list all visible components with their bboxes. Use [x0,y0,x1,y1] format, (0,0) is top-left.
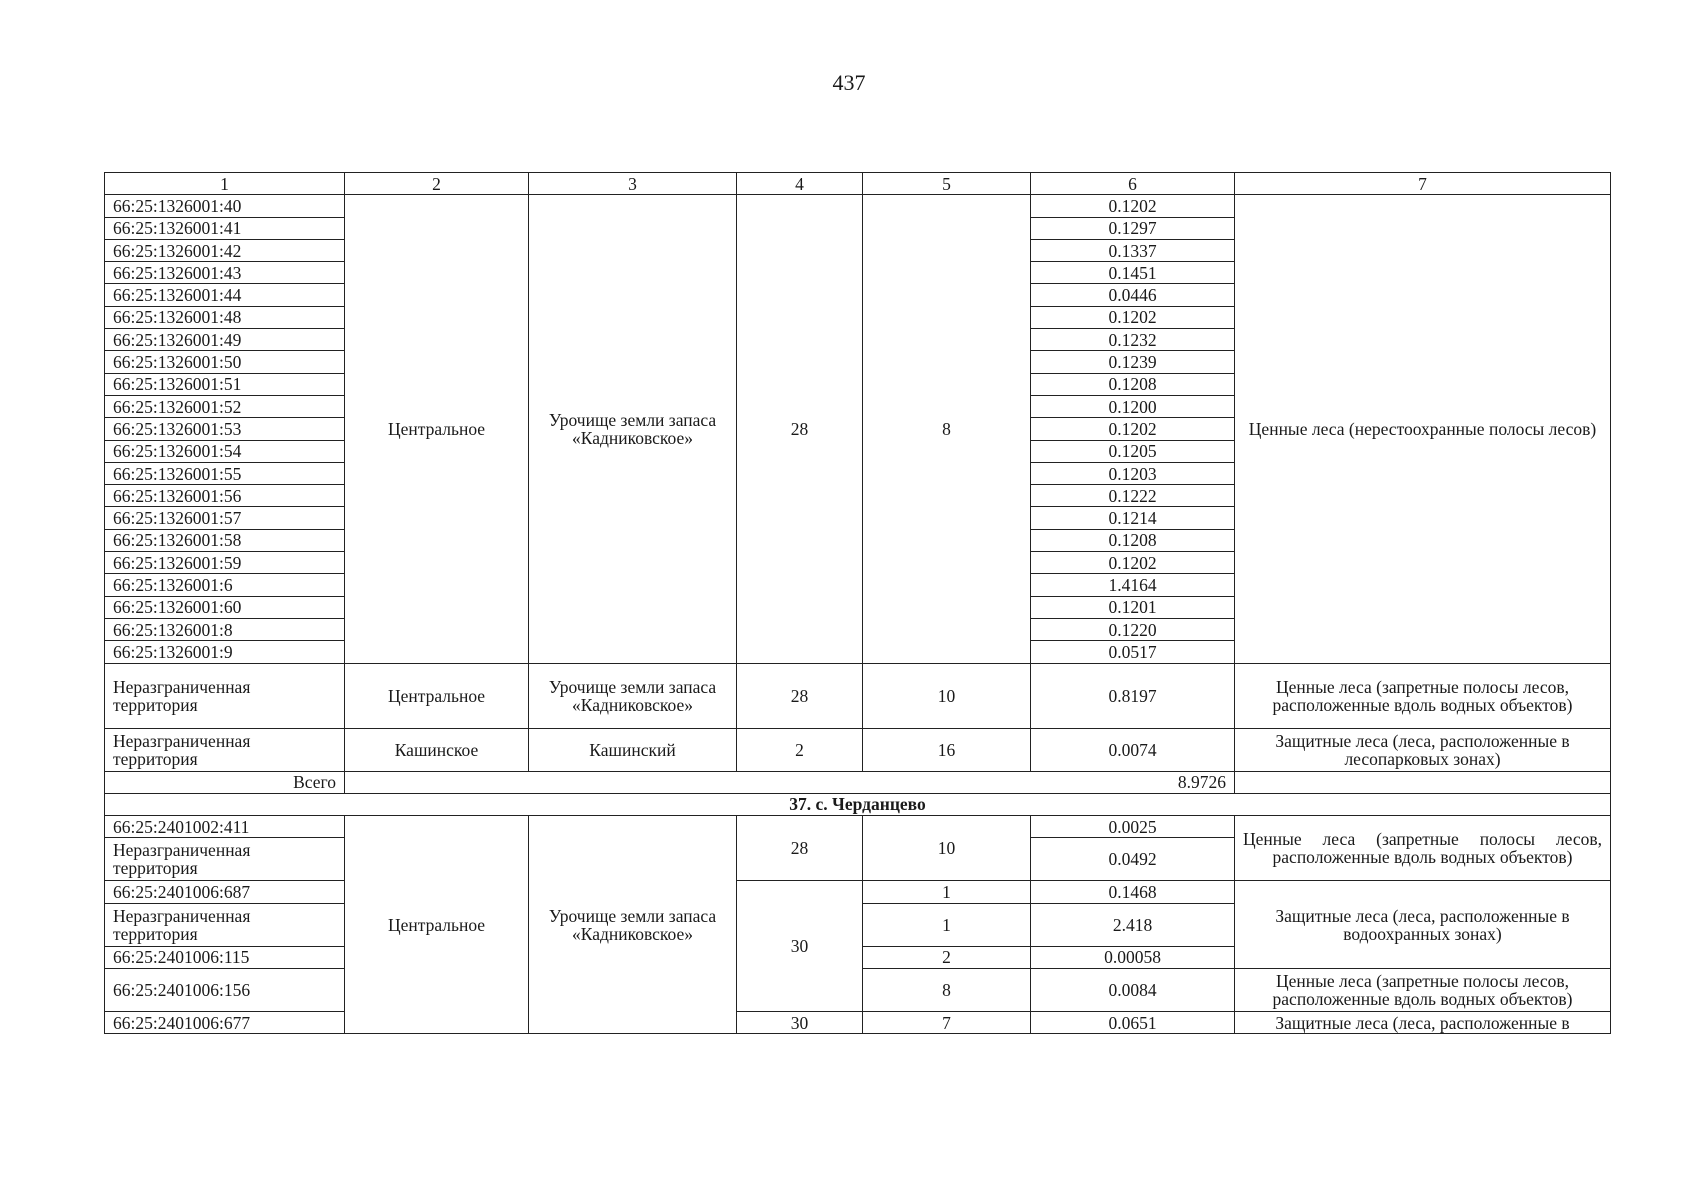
cadastral-number: 66:25:2401002:411 [105,816,345,838]
forest-purpose: Защитные леса (леса, расположенные в лесопарковых зонах) [1235,728,1611,771]
quarter-number: 30 [737,881,863,1012]
empty-cell [1235,771,1611,793]
cadastral-number: 66:25:1326001:43 [105,262,345,284]
area-value: 2.418 [1031,903,1235,946]
area-value: 0.0517 [1031,641,1235,663]
area-value: 0.1468 [1031,881,1235,903]
forest-purpose: Ценные леса (запретные полосы лесов, расположенные вдоль водных объектов) [1235,816,1611,881]
cadastral-number: 66:25:1326001:60 [105,596,345,618]
area-value: 0.00058 [1031,946,1235,968]
quarter-number: 28 [737,663,863,728]
area-value: 0.0025 [1031,816,1235,838]
column-header: 1 [105,173,345,195]
cadastral-number: 66:25:1326001:40 [105,195,345,217]
cadastral-number: 66:25:1326001:53 [105,418,345,440]
quarter-number: 2 [737,728,863,771]
area-value: 0.1205 [1031,440,1235,462]
table-row [105,881,1611,903]
allotment-number: 16 [863,728,1031,771]
table-row [105,663,1611,728]
forest-purpose: Ценные леса (запретные полосы лесов, расположенные вдоль водных объектов) [1235,663,1611,728]
column-header: 4 [737,173,863,195]
area-value: 0.1337 [1031,239,1235,261]
forest-purpose: Ценные леса (запретные полосы лесов, расположенные вдоль водных объектов) [1235,969,1611,1012]
quarter-number: 30 [737,1012,863,1034]
allotment-number: 1 [863,903,1031,946]
cadastral-number: 66:25:2401006:677 [105,1012,345,1034]
area-value: 0.0651 [1031,1012,1235,1034]
area-value: 0.1200 [1031,395,1235,417]
cadastral-number: 66:25:1326001:6 [105,574,345,596]
section-row [105,793,1611,815]
allotment-number: 10 [863,663,1031,728]
column-header: 2 [345,173,529,195]
area-value: 0.1202 [1031,418,1235,440]
cadastral-number: 66:25:2401006:687 [105,881,345,903]
area-value: 0.1239 [1031,351,1235,373]
forest-purpose: Ценные леса (нерестоохранные полосы лесов) [1235,195,1611,663]
cadastral-number: Неразграниченная территория [105,728,345,771]
cadastral-number: 66:25:1326001:52 [105,395,345,417]
cadastral-number: 66:25:1326001:41 [105,217,345,239]
cadastral-number: Неразграниченная территория [105,838,345,881]
area-value: 0.1201 [1031,596,1235,618]
area-value: 0.1214 [1031,507,1235,529]
allotment-number: 1 [863,881,1031,903]
column-header: 3 [529,173,737,195]
tract-name: Урочище земли запаса «Кадниковское» [529,663,737,728]
total-value: 8.9726 [345,771,1235,793]
forestry-zone: Кашинское [345,728,529,771]
section-title: 37. с. Черданцево [105,793,1611,815]
cadastral-number: Неразграниченная территория [105,663,345,728]
table-row [105,728,1611,771]
area-value: 0.1451 [1031,262,1235,284]
table-row [105,1012,1611,1034]
cadastral-number: 66:25:1326001:49 [105,329,345,351]
cadastral-number: 66:25:1326001:51 [105,373,345,395]
cadastral-number: 66:25:1326001:54 [105,440,345,462]
area-value: 0.0446 [1031,284,1235,306]
quarter-number: 28 [737,195,863,663]
forest-purpose: Защитные леса (леса, расположенные в [1235,1012,1611,1034]
area-value: 0.1202 [1031,195,1235,217]
data-table [104,172,1611,1034]
header-row [105,173,1611,195]
cadastral-number: 66:25:1326001:44 [105,284,345,306]
area-value: 0.1222 [1031,485,1235,507]
column-header: 7 [1235,173,1611,195]
cadastral-number: 66:25:2401006:156 [105,969,345,1012]
area-value: 0.1202 [1031,306,1235,328]
total-row [105,771,1611,793]
column-header: 6 [1031,173,1235,195]
cadastral-number: Неразграниченная территория [105,903,345,946]
forest-purpose: Защитные леса (леса, расположенные в водоохранных зонах) [1235,881,1611,969]
area-value: 0.1202 [1031,552,1235,574]
quarter-number: 28 [737,816,863,881]
cadastral-number: 66:25:1326001:42 [105,239,345,261]
forestry-zone: Центральное [345,663,529,728]
table-row [105,195,1611,217]
tract-name: Урочище земли запаса «Кадниковское» [529,195,737,663]
area-value: 0.0074 [1031,728,1235,771]
area-value: 0.1208 [1031,529,1235,551]
total-label: Всего [105,771,345,793]
area-value: 0.1220 [1031,618,1235,640]
area-value: 0.0492 [1031,838,1235,881]
allotment-number: 2 [863,946,1031,968]
area-value: 0.1232 [1031,329,1235,351]
cadastral-number: 66:25:1326001:57 [105,507,345,529]
cadastral-number: 66:25:1326001:8 [105,618,345,640]
area-value: 0.1297 [1031,217,1235,239]
cadastral-number: 66:25:1326001:50 [105,351,345,373]
tract-name: Урочище земли запаса «Кадниковское» [529,816,737,1034]
area-value: 0.8197 [1031,663,1235,728]
area-value: 0.1203 [1031,462,1235,484]
allotment-number: 7 [863,1012,1031,1034]
cadastral-number: 66:25:1326001:58 [105,529,345,551]
cadastral-number: 66:25:2401006:115 [105,946,345,968]
forestry-zone: Центральное [345,195,529,663]
page-number: 437 [832,70,866,95]
column-header: 5 [863,173,1031,195]
cadastral-number: 66:25:1326001:9 [105,641,345,663]
area-value: 0.1208 [1031,373,1235,395]
allotment-number: 8 [863,195,1031,663]
cadastral-number: 66:25:1326001:48 [105,306,345,328]
tract-name: Кашинский [529,728,737,771]
allotment-number: 10 [863,816,1031,881]
cadastral-number: 66:25:1326001:59 [105,552,345,574]
area-value: 0.0084 [1031,969,1235,1012]
table-row [105,816,1611,838]
cadastral-number: 66:25:1326001:55 [105,462,345,484]
area-value: 1.4164 [1031,574,1235,596]
forestry-zone: Центральное [345,816,529,1034]
allotment-number: 8 [863,969,1031,1012]
cadastral-number: 66:25:1326001:56 [105,485,345,507]
